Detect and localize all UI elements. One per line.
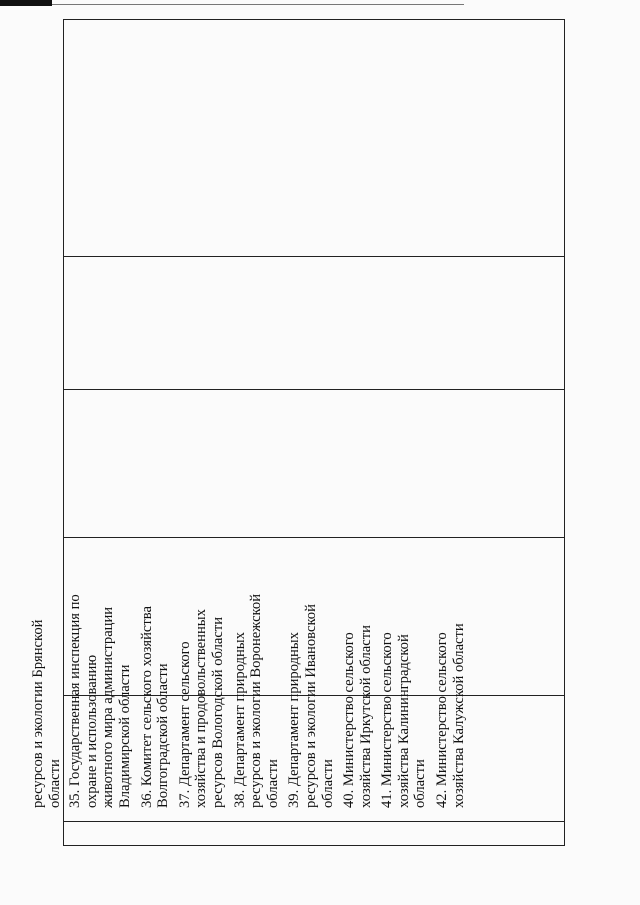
row-divider-5 [64,821,564,822]
top-scan-mark [0,0,52,6]
entry-41: 41. Министерство сельского хозяйства Калининградской области [379,632,429,808]
entry-36: 36. Комитет сельского хозяйства Волгоградской области [138,606,172,808]
entry-34-tail: ресурсов и экологии Брянской области [30,619,63,808]
entry-39: 39. Департамент природных ресурсов и экологии Ивановской области [286,604,336,808]
entry-42: 42. Министерство сельского хозяйства Калужской области [434,623,467,808]
entry-40: 40. Министерство сельского хозяйства Иркутской области [341,625,374,808]
entry-35: 35. Государственная инспекция по охране и использованию животного мира администрации Владимирской области [67,594,133,808]
entry-38: 38. Департамент природных ресурсов и экологии Воронежской области [231,593,281,808]
entry-37: 37. Департамент сельского хозяйства и продовольственных ресурсов Вологодской области [176,609,226,808]
top-rule [52,4,464,5]
organizations-list [30,26,510,808]
